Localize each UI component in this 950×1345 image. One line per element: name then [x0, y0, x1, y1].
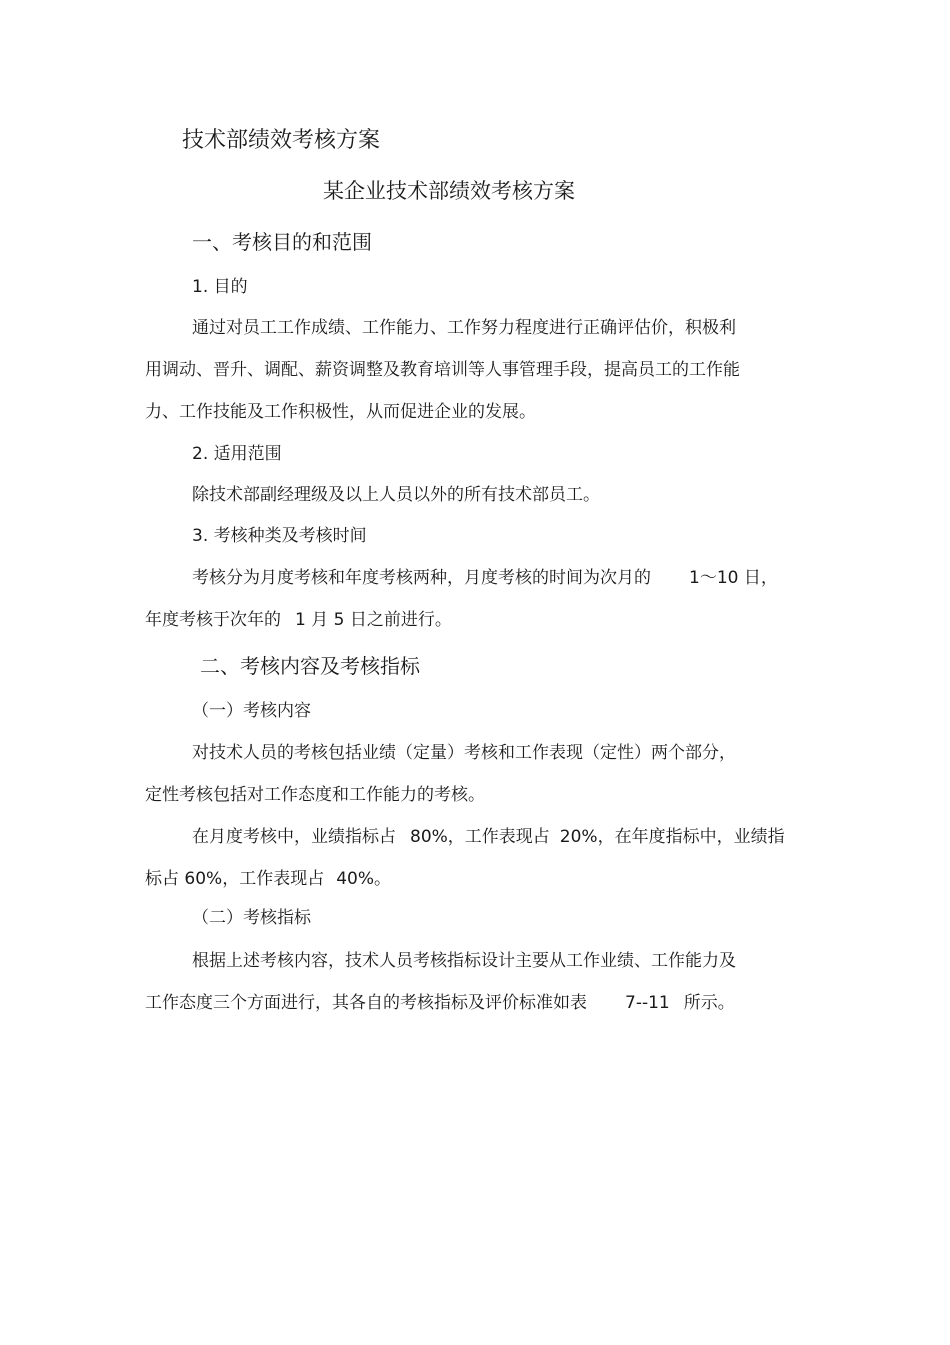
timing-line-1-tail: 1～10 日，	[689, 568, 778, 588]
indicators-heading: （二）考核指标	[192, 908, 311, 928]
timing-line-2	[145, 612, 452, 629]
indicators-line-2-a: 工作态度三个方面进行，其各自的考核指标及评价标准如表	[145, 993, 587, 1013]
content-para2-line-2-b: 40%。	[336, 869, 391, 889]
timing-line-1	[192, 570, 778, 587]
section-1-heading: 一、考核目的和范围	[192, 230, 372, 254]
content-para2-line-1-c: 20%，在年度指标中，业绩指	[559, 827, 785, 847]
scope-line-1: 除技术部副经理级及以上人员以外的所有技术部员工。	[192, 485, 600, 505]
timing-line-1-text: 考核分为月度考核和年度考核两种，月度考核的时间为次月的	[192, 568, 651, 588]
content-para1-line-1: 对技术人员的考核包括业绩（定量）考核和工作表现（定性）两个部分，	[192, 743, 736, 763]
purpose-line-1: 通过对员工工作成绩、工作能力、工作努力程度进行正确评估价，积极利	[192, 318, 736, 338]
content-para2-line-1-a: 在月度考核中，业绩指标占	[192, 827, 396, 847]
indicators-line-2-c: 所示。	[683, 993, 735, 1013]
content-para1-line-2: 定性考核包括对工作态度和工作能力的考核。	[145, 785, 485, 805]
content-para2-line-1-b: 80%，工作表现占	[410, 827, 550, 847]
purpose-heading: 1. 目的	[192, 277, 248, 297]
content-para2-line-1	[192, 829, 785, 846]
document-subtitle: 某企业技术部绩效考核方案	[323, 179, 575, 203]
timing-line-2-a: 年度考核于次年的	[145, 610, 281, 630]
content-para2-line-2	[145, 871, 391, 888]
purpose-line-2: 用调动、晋升、调配、薪资调整及教育培训等人事管理手段，提高员工的工作能	[145, 360, 740, 380]
indicators-line-1: 根据上述考核内容，技术人员考核指标设计主要从工作业绩、工作能力及	[192, 951, 736, 971]
indicators-line-2-b: 7--11	[625, 993, 670, 1013]
indicators-line-2	[145, 995, 735, 1012]
scope-heading: 2. 适用范围	[192, 444, 282, 464]
content-heading: （一）考核内容	[192, 701, 311, 721]
purpose-line-3: 力、工作技能及工作积极性，从而促进企业的发展。	[145, 402, 536, 422]
document-title: 技术部绩效考核方案	[182, 128, 381, 153]
timing-heading: 3. 考核种类及考核时间	[192, 526, 367, 546]
timing-line-2-b: 1 月 5 日之前进行。	[295, 610, 452, 630]
section-2-heading: 二、考核内容及考核指标	[200, 654, 420, 678]
content-para2-line-2-a: 标占 60%，工作表现占	[145, 869, 325, 889]
